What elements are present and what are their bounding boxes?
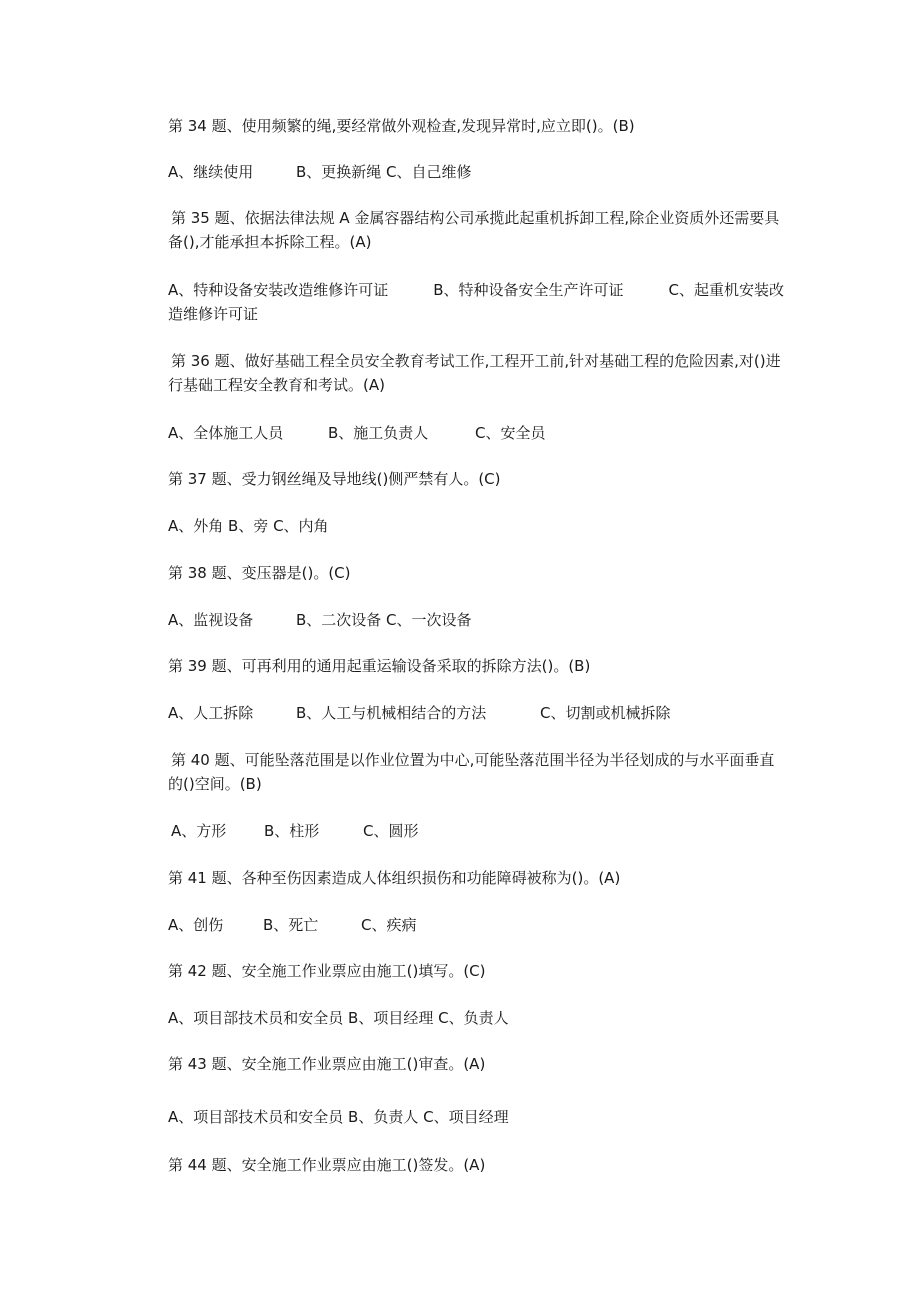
question-35: 第 35 题、依据法律法规 A 金属容器结构公司承揽此起重机拆卸工程,除企业资质外还需要具备(),才能承担本拆除工程。(A) bbox=[168, 209, 780, 251]
question-38-options bbox=[168, 608, 472, 632]
question-41: 第 41 题、各种至伤因素造成人体组织损伤和功能障碍被称为()。(A) bbox=[168, 869, 621, 887]
question-34-options bbox=[168, 160, 472, 184]
option: A、继续使用 bbox=[168, 163, 254, 181]
question-35-options: A、特种设备安装改造维修许可证 B、特种设备安全生产许可证 C、起重机安装改造维修许可证 bbox=[168, 281, 785, 323]
option: A、创伤 bbox=[168, 916, 224, 934]
question-39: 第 39 题、可再利用的通用起重运输设备采取的拆除方法()。(B) bbox=[168, 657, 591, 675]
option: A、监视设备 bbox=[168, 611, 254, 629]
option: B、柱形 bbox=[264, 822, 320, 840]
option: B、二次设备 C、一次设备 bbox=[296, 611, 472, 629]
question-37-options: A、外角 B、旁 C、内角 bbox=[168, 517, 329, 535]
option: A、全体施工人员 bbox=[168, 424, 284, 442]
option: A、人工拆除 bbox=[168, 704, 254, 722]
option: B、更换新绳 C、自己维修 bbox=[296, 163, 472, 181]
question-36: 第 36 题、做好基础工程全员安全教育考试工作,工程开工前,针对基础工程的危险因素,对()进行基础工程安全教育和考试。(A) bbox=[168, 352, 781, 394]
question-43-options: A、项目部技术员和安全员 B、负责人 C、项目经理 bbox=[168, 1108, 509, 1126]
option: C、圆形 bbox=[363, 822, 419, 840]
option: B、人工与机械相结合的方法 bbox=[296, 704, 487, 722]
question-39-options bbox=[168, 701, 670, 725]
question-44: 第 44 题、安全施工作业票应由施工()签发。(A) bbox=[168, 1156, 486, 1174]
question-43: 第 43 题、安全施工作业票应由施工()审查。(A) bbox=[168, 1055, 486, 1073]
question-38: 第 38 题、变压器是()。(C) bbox=[168, 564, 351, 582]
question-36-options bbox=[168, 421, 545, 445]
option: A、方形 bbox=[171, 822, 227, 840]
question-40-options bbox=[171, 819, 418, 843]
option: C、疾病 bbox=[361, 916, 417, 934]
question-42-options: A、项目部技术员和安全员 B、项目经理 C、负责人 bbox=[168, 1009, 509, 1027]
option: C、切割或机械拆除 bbox=[540, 704, 671, 722]
question-40: 第 40 题、可能坠落范围是以作业位置为中心,可能坠落范围半径为半径划成的与水平面垂直的()空间。(B) bbox=[168, 751, 775, 793]
question-41-options bbox=[168, 913, 416, 937]
question-37: 第 37 题、受力钢丝绳及导地线()侧严禁有人。(C) bbox=[168, 470, 501, 488]
question-42: 第 42 题、安全施工作业票应由施工()填写。(C) bbox=[168, 962, 486, 980]
option: B、死亡 bbox=[263, 916, 319, 934]
question-34: 第 34 题、使用频繁的绳,要经常做外观检查,发现异常时,应立即()。(B) bbox=[168, 117, 635, 135]
option: B、施工负责人 bbox=[328, 424, 429, 442]
option: C、安全员 bbox=[475, 424, 546, 442]
